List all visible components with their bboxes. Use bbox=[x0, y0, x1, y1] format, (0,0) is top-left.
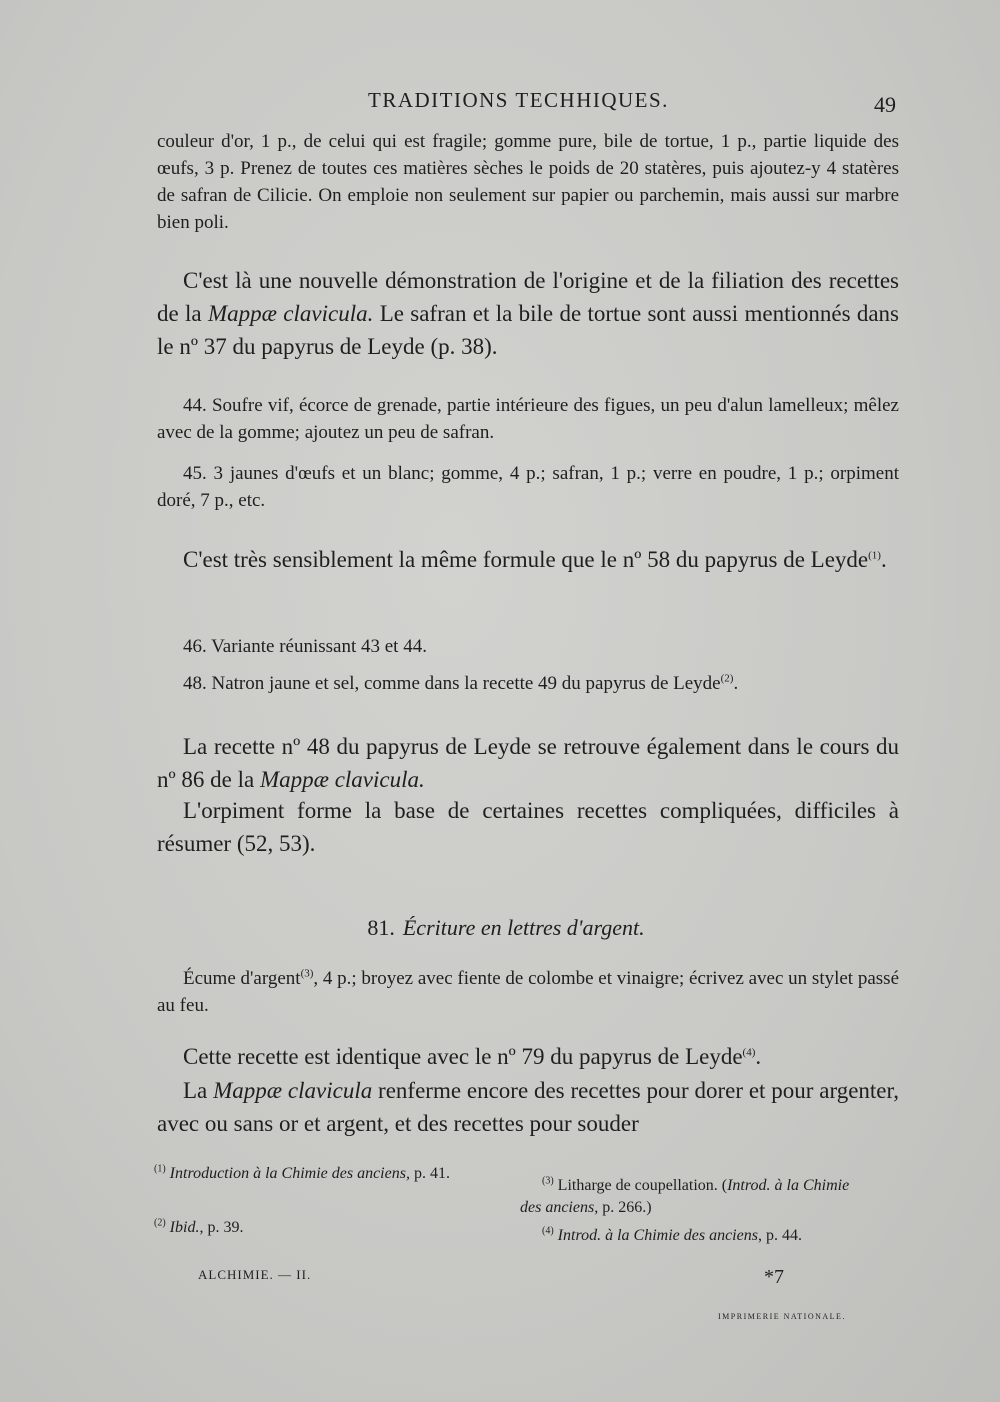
paragraph-text: couleur d'or, 1 p., de celui qui est fragile; gomme pure, bile de tortue, 1 p., partie liquide des œufs, 3 p. Prenez de toutes ces matières sèches le poids de 20 statères, puis ajoutez-y 4 statères de safran de Cilicie. On emploie non seulement sur papier ou parchemin, mais aussi sur marbre bien poli. bbox=[157, 131, 899, 233]
footnote-text: , p. 266.) bbox=[594, 1199, 652, 1216]
paragraph-text: renferme encore des recettes pour dorer et pour argenter, avec ou sans or et argent, et des recettes pour souder bbox=[157, 1078, 899, 1136]
paragraph-text: . bbox=[733, 673, 739, 694]
paragraph-formula bbox=[157, 543, 899, 576]
paragraph-text: La recette nº 48 du papyrus de Leyde se retrouve également dans le cours du nº 86 de la bbox=[157, 734, 899, 792]
footnote-1 bbox=[130, 1163, 498, 1185]
book-title: Mappæ clavicula. bbox=[259, 767, 425, 792]
footnote-citation: Introd. à la Chimie des anciens bbox=[557, 1227, 758, 1244]
paragraph-text: Écume d'argent bbox=[183, 968, 301, 989]
paragraph-dorer-argenter bbox=[157, 1074, 899, 1140]
section-number: 81. bbox=[367, 915, 395, 940]
paragraph-text: . bbox=[880, 547, 887, 572]
running-header: TRADITIONS TECHHIQUES. bbox=[368, 88, 669, 112]
paragraph-text: Cette recette est identique avec le nº 79 du papyrus de Leyde bbox=[183, 1044, 743, 1069]
footnote-4 bbox=[542, 1225, 872, 1247]
paragraph-text: , 4 p.; broyez avec fiente de colombe et vinaigre; écrivez avec un stylet passé au feu. bbox=[157, 968, 899, 1016]
paragraph-text: La bbox=[183, 1078, 214, 1103]
paragraph-recipe-48 bbox=[157, 670, 899, 697]
paragraph-text: Le safran et la bile de tortue sont aussi mentionnés dans le nº 37 du papyrus de Leyde (p. 38). bbox=[157, 301, 900, 359]
paragraph-orpiment bbox=[157, 794, 899, 860]
signature-mark: ALCHIMIE. — II. bbox=[198, 1267, 312, 1282]
paragraph-text: 45. 3 jaunes d'œufs et un blanc; gomme, 4 p.; safran, 1 p.; verre en poudre, 1 p.; orpiment doré, 7 p., etc. bbox=[157, 463, 899, 511]
page-number: 49 bbox=[874, 92, 896, 117]
footnote-text: , p. 39. bbox=[199, 1219, 244, 1236]
paragraph-recipe-81 bbox=[157, 965, 899, 1019]
footnote-reference[interactable]: (1) bbox=[868, 549, 881, 562]
book-title: Mappæ clavicula. bbox=[207, 301, 374, 326]
book-title: Mappæ clavicula bbox=[213, 1078, 373, 1103]
paragraph-text: C'est très sensiblement la même formule que le nº 58 du papyrus de Leyde bbox=[183, 547, 869, 572]
footnote-mark: (1) bbox=[154, 1163, 166, 1175]
footnote-mark: (3) bbox=[542, 1175, 554, 1187]
footnote-2 bbox=[154, 1217, 498, 1239]
printer-imprint: IMPRIMERIE NATIONALE. bbox=[718, 1312, 846, 1321]
paragraph-text: C'est là une nouvelle démonstration de l'origine et de la filiation des recettes de la bbox=[157, 268, 899, 326]
footnote-mark: (2) bbox=[154, 1217, 166, 1229]
footnote-reference[interactable]: (4) bbox=[742, 1046, 756, 1059]
paragraph-recipe-45 bbox=[157, 460, 899, 514]
footnote-reference[interactable]: (2) bbox=[720, 672, 734, 685]
paragraph-recipe-continuation bbox=[157, 128, 899, 236]
section-heading bbox=[0, 915, 1000, 941]
paragraph-text: 44. Soufre vif, écorce de grenade, partie intérieure des figues, un peu d'alun lamelleux; mêlez avec de la gomme; ajoutez un peu de safran. bbox=[157, 395, 899, 443]
footnote-text: p. 41. bbox=[409, 1165, 450, 1182]
paragraph-text: L'orpiment forme la base de certaines recettes compliquées, difficiles à résumer (52, 53). bbox=[157, 798, 899, 856]
paragraph-leyde-48 bbox=[157, 730, 899, 796]
paragraph-demonstration bbox=[157, 264, 899, 363]
footnote-reference[interactable]: (3) bbox=[300, 967, 314, 980]
footnote-3 bbox=[520, 1175, 870, 1219]
paragraph-text: 48. Natron jaune et sel, comme dans la recette 49 du papyrus de Leyde bbox=[183, 673, 721, 694]
footnote-mark: (4) bbox=[542, 1225, 554, 1237]
footnote-citation: Introduction à la Chimie des anciens, bbox=[169, 1165, 410, 1182]
paragraph-text: 46. Variante réunissant 43 et 44. bbox=[183, 636, 427, 657]
section-title: Écriture en lettres d'argent. bbox=[402, 915, 645, 940]
paragraph-recipe-46 bbox=[157, 633, 899, 660]
footnote-text: , p. 44. bbox=[757, 1227, 802, 1244]
footnote-text: Litharge de coupellation. ( bbox=[553, 1177, 728, 1194]
signature-number: *7 bbox=[764, 1266, 784, 1288]
paragraph-recipe-44 bbox=[157, 392, 899, 446]
paragraph-identique bbox=[157, 1040, 899, 1073]
footnote-citation: Introd. à la Chimie des anciens bbox=[520, 1177, 850, 1216]
paragraph-text: . bbox=[755, 1044, 762, 1069]
footnote-citation: Ibid. bbox=[169, 1219, 200, 1236]
